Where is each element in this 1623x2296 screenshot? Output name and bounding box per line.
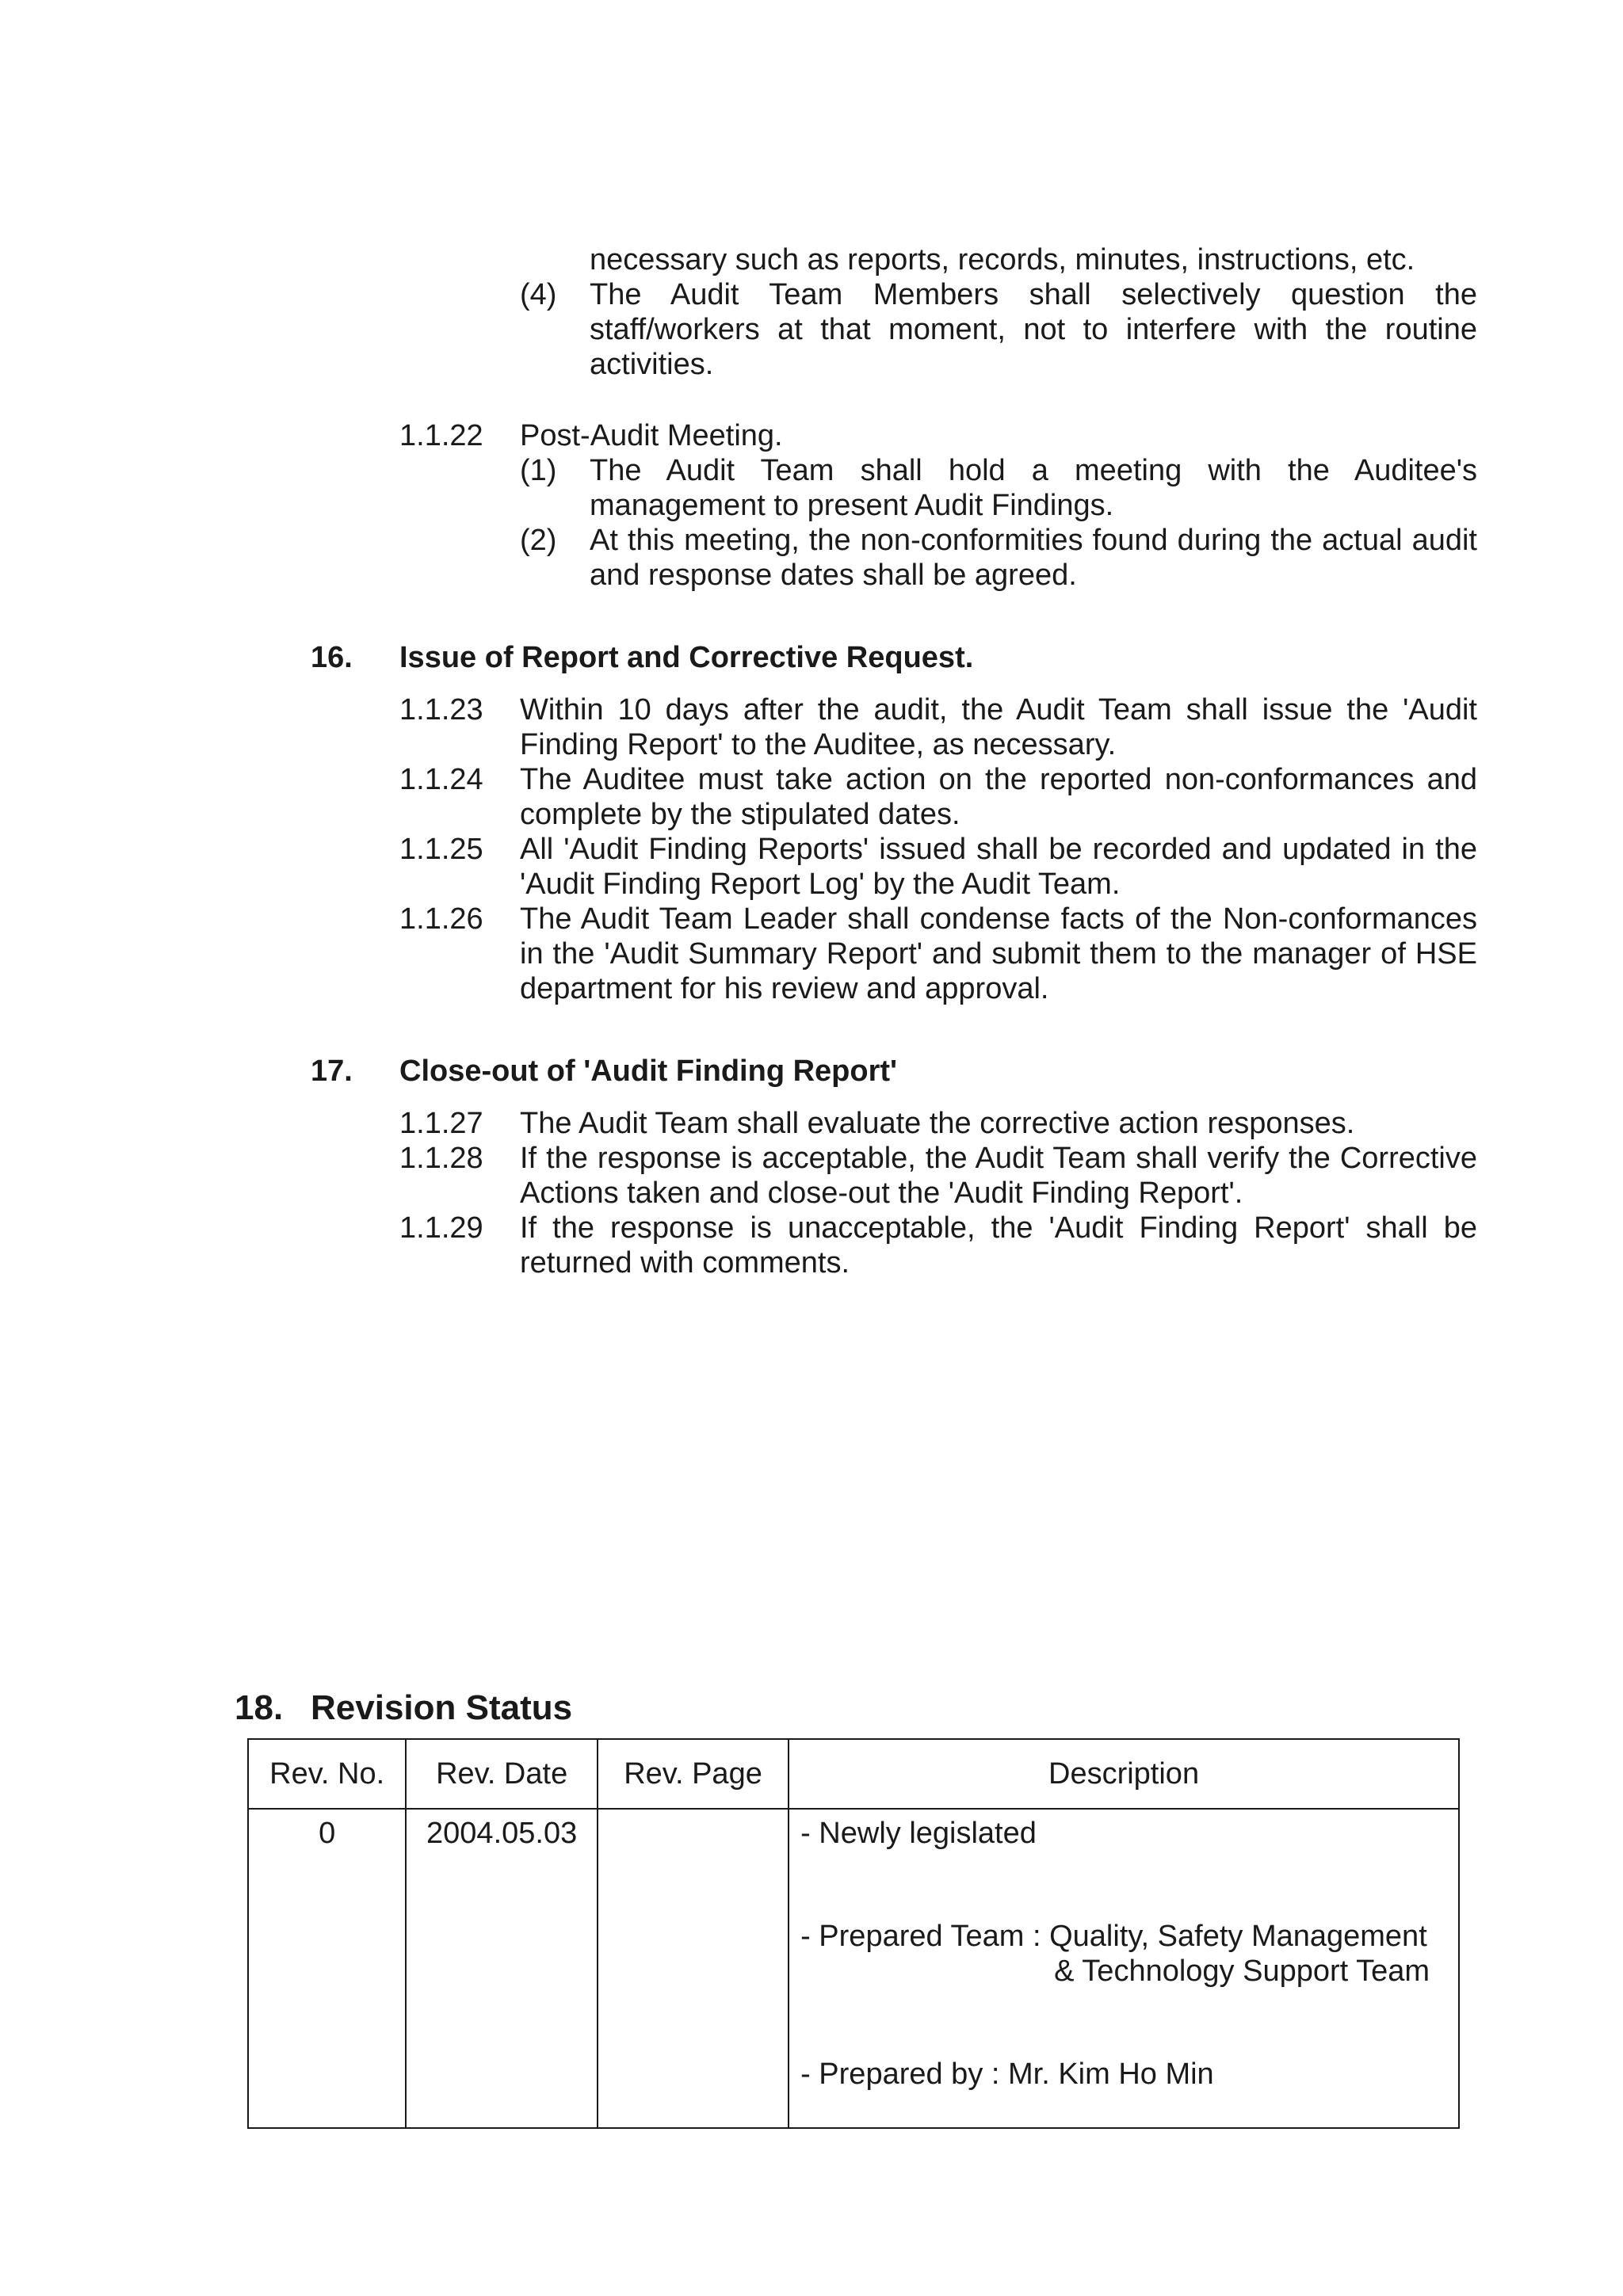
clause-1-1-29 [399,1211,1477,1280]
clause-number: 1.1.23 [399,693,483,727]
table-header-row [248,1739,1459,1809]
clause-number: 1.1.22 [399,419,483,452]
item-text: At this meeting, the non-conformities found during the actual audit and response dates shall be agreed. [590,524,1477,592]
clause-1-1-23 [399,692,1477,762]
clause-1-1-25 [399,832,1477,902]
clause-text: If the response is unacceptable, the 'Audit Finding Report' shall be returned with comments. [520,1211,1477,1280]
list-item [520,277,1477,382]
clause-text: All 'Audit Finding Reports' issued shall be recorded and updated in the 'Audit Finding Report Log' by the Audit Team. [520,833,1477,901]
list-item [520,523,1477,593]
clause-1-1-26 [399,902,1477,1006]
revision-status-table [247,1738,1460,2129]
rev-page-cell [598,1809,789,2128]
clause-text: The Audit Team Leader shall condense facts of the Non-conformances in the 'Audit Summary Report' and submit them to the manager of HSE department for his review and approval. [520,902,1477,1005]
clause-title: Post-Audit Meeting. [520,419,783,452]
item-text: The Audit Team Members shall selectively question the staff/workers at that moment, not to interfere with the routine activities. [590,278,1477,381]
clause-1-1-24 [399,762,1477,832]
section-heading-16: 16. [311,641,353,674]
section-title-17: Close-out of 'Audit Finding Report' [399,1055,898,1088]
column-header: Rev. Page [598,1739,789,1809]
item-number: (1) [520,454,557,487]
clause-number: 1.1.28 [399,1142,483,1175]
clause-text: If the response is acceptable, the Audit Team shall verify the Corrective Actions taken and close-out the 'Audit Finding Report'. [520,1142,1477,1210]
clause-text: The Auditee must take action on the reported non-conformances and complete by the stipulated dates. [520,763,1477,831]
table-row [248,1809,1459,2128]
description-cell [789,1809,1459,2128]
column-header: Rev. No. [248,1739,406,1809]
clause-number: 1.1.27 [399,1107,483,1140]
rev-no-cell: 0 [248,1809,406,2128]
section-title-16: Issue of Report and Corrective Request. [399,641,974,674]
description-line: - Newly legislated [800,1817,1037,1850]
description-line: - Prepared by : Mr. Kim Ho Min [800,2058,1214,2091]
section-title-18: Revision Status [311,1688,573,1727]
list-item [520,453,1477,523]
column-header: Description [789,1739,1459,1809]
section-heading-18: 18. [235,1688,284,1727]
item-number: (4) [520,278,557,311]
clause-1-1-22 [399,418,1477,453]
section-heading-17: 17. [311,1055,353,1088]
clause-1-1-28 [399,1141,1477,1211]
clause-text: The Audit Team shall evaluate the corrective action responses. [520,1107,1355,1140]
clause-text: Within 10 days after the audit, the Audit Team shall issue the 'Audit Finding Report' to the Auditee, as necessary. [520,693,1477,761]
column-header: Rev. Date [406,1739,598,1809]
description-line: - Prepared Team : Quality, Safety Management [800,1920,1427,1953]
clause-number: 1.1.29 [399,1211,483,1245]
clause-number: 1.1.25 [399,833,483,866]
clause-number: 1.1.26 [399,902,483,936]
continuation-line: necessary such as reports, records, minutes, instructions, etc. [590,243,1415,277]
description-line: & Technology Support Team [1054,1955,1430,1988]
item-number: (2) [520,524,557,557]
item-text: The Audit Team shall hold a meeting with the Auditee's management to present Audit Findings. [590,454,1477,522]
clause-number: 1.1.24 [399,763,483,796]
clause-1-1-27 [399,1106,1477,1141]
rev-date-cell: 2004.05.03 [406,1809,598,2128]
